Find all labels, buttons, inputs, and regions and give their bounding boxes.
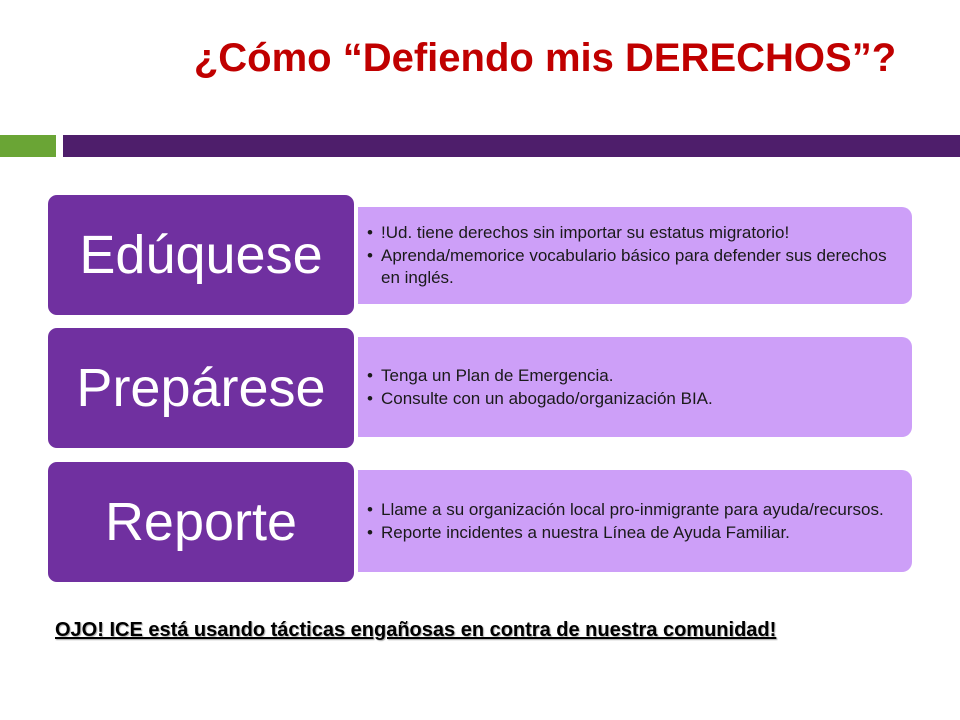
section-label: Edúquese (45, 192, 357, 318)
bullet-icon: • (367, 246, 373, 265)
bullet-icon: • (367, 223, 373, 242)
bullet-item: • Llame a su organización local pro-inmigrante para ayuda/recursos. (367, 499, 884, 519)
bullet-panel (345, 470, 912, 572)
section-preparese (45, 325, 915, 451)
warning-note: OJO! ICE está usando tácticas engañosas en contra de nuestra comunidad! (55, 619, 777, 641)
bullet-icon: • (367, 499, 373, 519)
bullet-icon: • (367, 522, 373, 542)
bullet-item: • Tenga un Plan de Emergencia. (367, 365, 614, 385)
section-reporte (45, 459, 915, 585)
section-label: Prepárese (45, 325, 357, 451)
bullet-item: • Consulte con un abogado/organización BIA. (367, 388, 713, 408)
bullet-item: • Aprenda/memorice vocabulario básico para defender sus derechos en inglés. (367, 246, 887, 287)
bullet-icon: • (367, 388, 373, 408)
bullet-item: • !Ud. tiene derechos sin importar su estatus migratorio! (367, 223, 790, 242)
section-eduquese (45, 192, 915, 318)
accent-bar-green (0, 135, 56, 157)
bullet-list (367, 498, 902, 545)
bullet-panel (345, 207, 912, 304)
bullet-list (367, 221, 902, 290)
section-label: Reporte (45, 459, 357, 585)
bullet-item: • Reporte incidentes a nuestra Línea de Ayuda Familiar. (367, 522, 790, 542)
accent-bar-purple (63, 135, 960, 157)
slide-title: ¿Cómo “Defiendo mis DERECHOS”? (193, 36, 897, 80)
bullet-icon: • (367, 365, 373, 385)
bullet-panel (345, 337, 912, 437)
bullet-list (367, 364, 902, 411)
